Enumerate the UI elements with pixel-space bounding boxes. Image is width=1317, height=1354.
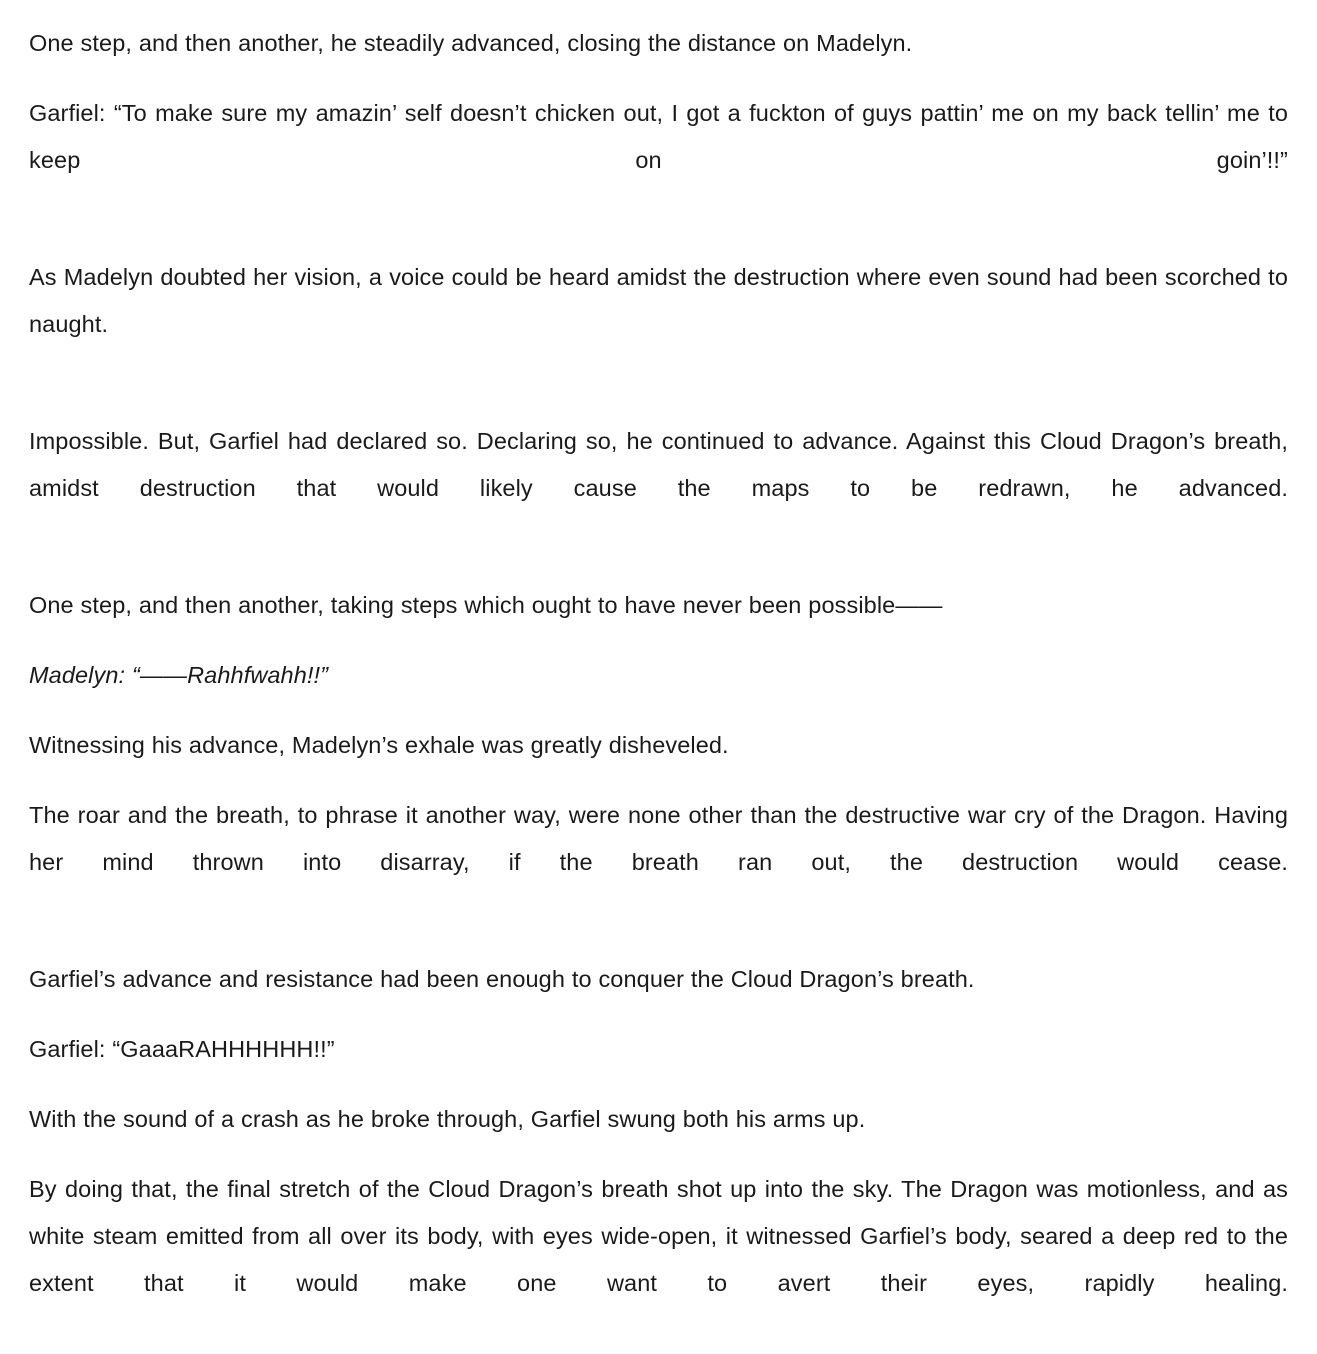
paragraph-narration-4: One step, and then another, taking steps which ought to have never been possible―― bbox=[29, 592, 943, 618]
paragraph-narration-1: One step, and then another, he steadily advanced, closing the distance on Madelyn. bbox=[29, 30, 913, 56]
paragraph-dialogue-garfiel-2: Garfiel: “GaaaRAHHHHHH!!” bbox=[29, 1036, 335, 1062]
paragraph-narration-9: By doing that, the final stretch of the Cloud Dragon’s breath shot up into the sky. The Dragon was motionless, and as white steam emitted from all over its body, with eyes wide-open, it witnessed Garfiel’s body, seared a deep red to the extent that it would make one want to avert their eyes, rapidly healing. bbox=[29, 1176, 1288, 1296]
paragraph-narration-8: With the sound of a crash as he broke through, Garfiel swung both his arms up. bbox=[29, 1106, 866, 1132]
paragraph-narration-2: As Madelyn doubted her vision, a voice could be heard amidst the destruction where even sound had been scorched to naught. bbox=[29, 264, 1288, 337]
paragraph-narration-5: Witnessing his advance, Madelyn’s exhale was greatly disheveled. bbox=[29, 732, 729, 758]
paragraph-narration-7: Garfiel’s advance and resistance had been enough to conquer the Cloud Dragon’s breath. bbox=[29, 966, 975, 992]
paragraph-dialogue-madelyn-1: Madelyn: “――Rahhfwahh!!” bbox=[29, 662, 329, 688]
paragraph-narration-3: Impossible. But, Garfiel had declared so. Declaring so, he continued to advance. Against this Cloud Dragon’s breath, amidst destruction that would likely cause the maps to be redrawn, he advanced. bbox=[29, 428, 1288, 501]
paragraph-dialogue-garfiel-1: Garfiel: “To make sure my amazin’ self doesn’t chicken out, I got a fuckton of guys pattin’ me on my back tellin’ me to keep on goin’!!” bbox=[29, 100, 1288, 173]
paragraph-narration-6: The roar and the breath, to phrase it another way, were none other than the destructive war cry of the Dragon. Having her mind thrown into disarray, if the breath ran out, the destruction would cease. bbox=[29, 802, 1288, 875]
